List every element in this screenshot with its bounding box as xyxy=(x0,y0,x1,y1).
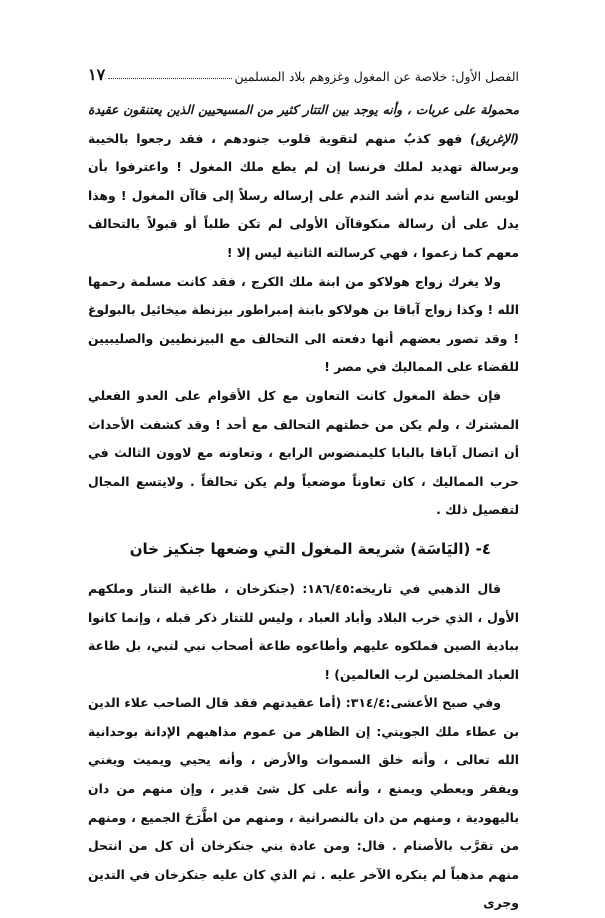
paragraph-text: فهو كذبٌ منهم لتقوية قلوب جنودهم ، فقد رجعوا بالخيبة وبرسالة تهديد لملك فرنسا إن لم يطع ملك المغول ! واعترفوا بأن لويس التاسع ندم أشد الندم على إرساله رسلاً إلى قاآن المغول ! وهذا يدل على أن رسالة منكوقاآن الأولى لم تكن طلباً أو قبولاً بالتحالف معهم كما زعموا ، فهي كرسالته الثانية ليس إلا ! xyxy=(88,130,519,260)
header-leader-dots xyxy=(108,78,231,79)
page-number: ١٧ xyxy=(88,65,106,84)
body-text xyxy=(88,96,519,918)
paragraph xyxy=(88,96,519,268)
paragraph: فإن خطة المغول كانت التعاون مع كل الأقوام على العدو الفعلي المشترك ، ولم يكن من خطتهم التحالف مع أحد ! وقد كشفت الأحداث أن اتصال آباقا بالبابا كليمنضوس الرابع ، وتعاونه مع لاوون الثالث في حرب المماليك ، كان تعاوناً موضعياً ولم يكن تحالفاً . ولايتسع المجال لتفصيل ذلك . xyxy=(88,387,519,518)
paragraph: قال الذهبي في تاريخه:١٨٦/٤٥: (جنكزخان ، طاغية التتار وملكهم الأول ، الذي خرب البلاد وأباد العباد ، وليس للتتار ذكر قبله ، وإنما كانوا ببادية الصين فملكوه عليهم وأطاعوه طاعة أصحاب نبي لنبي، بل طاعة العباد المخلصين لرب العالمين) ! xyxy=(88,580,519,682)
paragraph: وفي صبح الأعشى:٣١٤/٤: (أما عقيدتهم فقد قال الصاحب علاء الدين بن عطاء ملك الجويني: إن الظاهر من عموم مذاهبهم الإدانة بوحدانية الله تعالى ، وأنه خلق السموات والأرض ، وأنه يحيي ويميت ويغني ويفقر ويعطي ويمنع ، وأنه على كل شئ قدير ، وإن منهم من دان باليهودية ، ومنهم من دان بالنصرانية ، ومنهم من اطَّرَحَ الجميع ، ومنهم من تقرَّب بالأصنام . قال: ومن عادة بني جنكزخان أن كل من انتحل منهم مذهباً لم ينكره الآخر عليه . ثم الذي كان عليه جنكزخان في التدين وجرى xyxy=(88,695,519,911)
chapter-title: الفصل الأول: خلاصة عن المغول وغزوهم بلاد المسلمين xyxy=(234,69,519,84)
italic-quote: محمولة على عربات ، وأنه يوجد بين التتار كثير من المسيحيين الذين يعتنقون عقيدة (الإغريق) xyxy=(88,102,519,146)
section-heading: ٤- (اليَاسَة) شريعة المغول التي وضعها جنكيز خان xyxy=(129,539,491,558)
paragraph: ولا يغرك زواج هولاكو من ابنة ملك الكرج ، فقد كانت مسلمة رحمها الله ! وكذا زواج آباقا بن هولاكو بابنة إمبراطور بيزنطة ميخائيل بالبولوغ ! وقد تصور بعضهم أنها دفعته الى التحالف مع البيزنطيين والصليبيين للقضاء على المماليك في مصر ! xyxy=(88,273,519,375)
running-header xyxy=(88,60,519,84)
